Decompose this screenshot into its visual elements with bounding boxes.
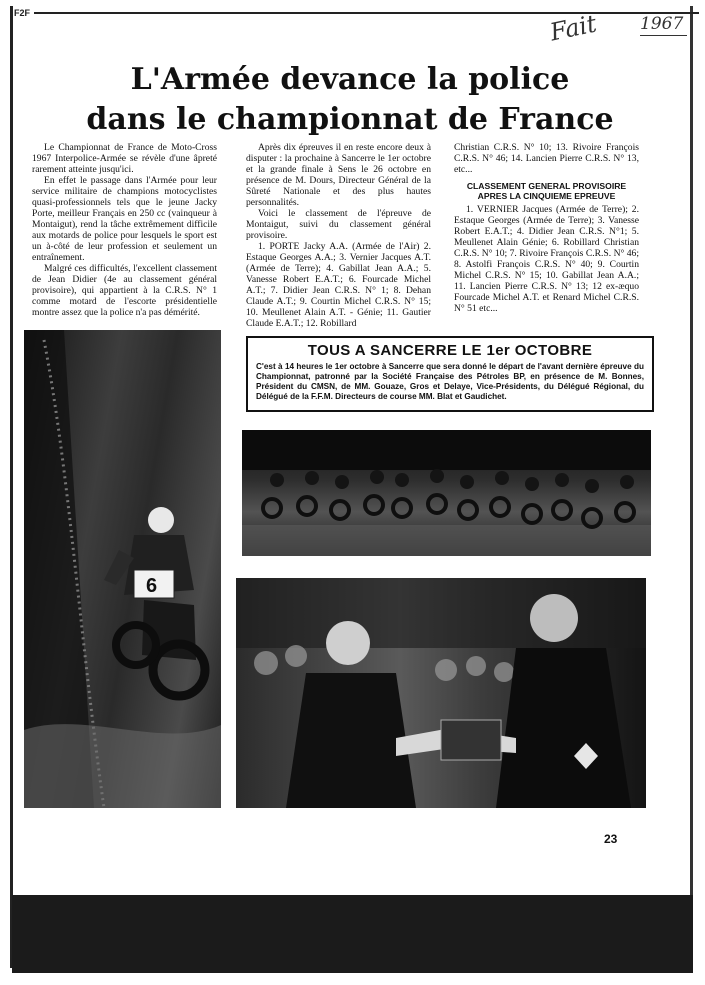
announcement-text: C'est à 14 heures le 1er octobre à Sancerre que sera donné le départ de l'avant dernière épreuve du Championnat, patronné par la Société Française des Pétroles BP, en présence de M. Bonnes, Président du CMSN, de MM. Gouaze, Gros et Delaye, Vice-Présidents, du Délégué Régional, du Délégué de la F.F.M. Directeurs de course MM. Blat et Gaudichet. — [256, 362, 644, 401]
rider-pack-photo — [242, 430, 651, 556]
col2-paragraph-2: Voici le classement de l'épreuve de Montaigut, suivi du classement général provisoire. — [246, 208, 431, 241]
article-column-3 — [454, 142, 639, 314]
general-standings: 1. VERNIER Jacques (Armée de Terre); 2. Estaque Georges (Armée de Terre); 3. Vanesse Robert E.A.T.; 4. Didier Jean C.R.S. N°1; 5. Meullenet Alain Génie; 6. Robillard Christian C.R.S. N° 10; 7. Rivoire François C.R.S. N° 46; 8. Astolfi François C.R.S. N° 40; 9. Courtin Michel C.R.S. N° 15; 10. Gabillat Jean A.A.; 11. Lancien Pierre C.R.S. N° 13; 12 ex-æquo Fourcade Michel A.T. et Renard Michel C.R.S. N° 51 etc... — [454, 204, 639, 314]
standings-heading-line-1: CLASSEMENT GENERAL PROVISOIRE — [466, 181, 627, 191]
headline-line-1: L'Armée devance la police — [130, 62, 570, 97]
col3-results-continued: Christian C.R.S. N° 10; 13. Rivoire François C.R.S. N° 46; 14. Lancien Pierre C.R.S. N° 13, etc... — [454, 142, 639, 175]
handwritten-year: 1967 — [640, 14, 684, 34]
headline-line-2: dans le championnat de France — [86, 102, 614, 137]
col2-results-montaigut: 1. PORTE Jacky A.A. (Armée de l'Air) 2. Estaque Georges A.A.; 3. Vernier Jacques A.T. (Armée de Terre); 4. Gabillat Jean A.A.; 5. Vanesse Robert E.A.T.; 6. Fourcade Michel A.T.; 7. Didier Jean C.R.S. N° 1; 8. Dehan Claude A.T.; 9. Courtin Michel C.R.S. N° 15; 10. Meullenet Alain A.T. - Génie; 11. Gautier Claude E.A.T.; 12. Robillard — [246, 241, 431, 329]
standings-heading-line-2: APRES LA CINQUIEME EPREUVE — [477, 191, 616, 201]
handwritten-note: Fait — [547, 9, 600, 47]
prize-ceremony-photo — [236, 578, 646, 808]
col1-paragraph-1: Le Championnat de France de Moto-Cross 1967 Interpolice-Armée se révèle d'une âpreté rarement atteinte jusqu'ici. — [32, 142, 217, 175]
race-plate-number: 6 — [146, 575, 158, 597]
motocross-rider-photo — [24, 330, 221, 808]
page-number: 23 — [604, 832, 618, 846]
rider-illustration — [24, 330, 221, 808]
corner-mark: F2F — [14, 8, 31, 18]
rider-pack-illustration — [242, 430, 651, 556]
col1-paragraph-3: Malgré ces difficultés, l'excellent classement de Jean Didier (4e au classement général provisoire), qui appartient à la C.R.S. N° 1 comme motard de l'escorte présidentielle montre assez que la police n'a pas démérité. — [32, 263, 217, 318]
ceremony-illustration — [236, 578, 646, 808]
col2-paragraph-1: Après dix épreuves il en reste encore deux à disputer : la prochaine à Sancerre le 1er octobre et la grande finale à Sens le 26 octobre en présence de M. Dours, Directeur Général de la Sûreté Nationale et des plus hautes personnalités. — [246, 142, 431, 208]
announcement-title: TOUS A SANCERRE LE 1er OCTOBRE — [307, 342, 593, 359]
sancerre-announcement-box — [246, 336, 654, 412]
col1-paragraph-2: En effet le passage dans l'Armée pour leur service militaire de champions motocyclistes quasi-professionnels tels que le jeune Jacky Porte, meilleur Français en 250 cc (vainqueur à Montaigut), rend la tâche extrêmement difficile aux motards de police pour lesquels le sport est un à-côté de leur profession et seulement un entraînement. — [32, 175, 217, 263]
article-headline — [40, 60, 660, 140]
article-column-2 — [246, 142, 431, 329]
standings-heading — [454, 181, 639, 201]
article-column-1 — [32, 142, 217, 318]
scan-border-band — [12, 895, 693, 973]
top-rule — [34, 12, 699, 14]
